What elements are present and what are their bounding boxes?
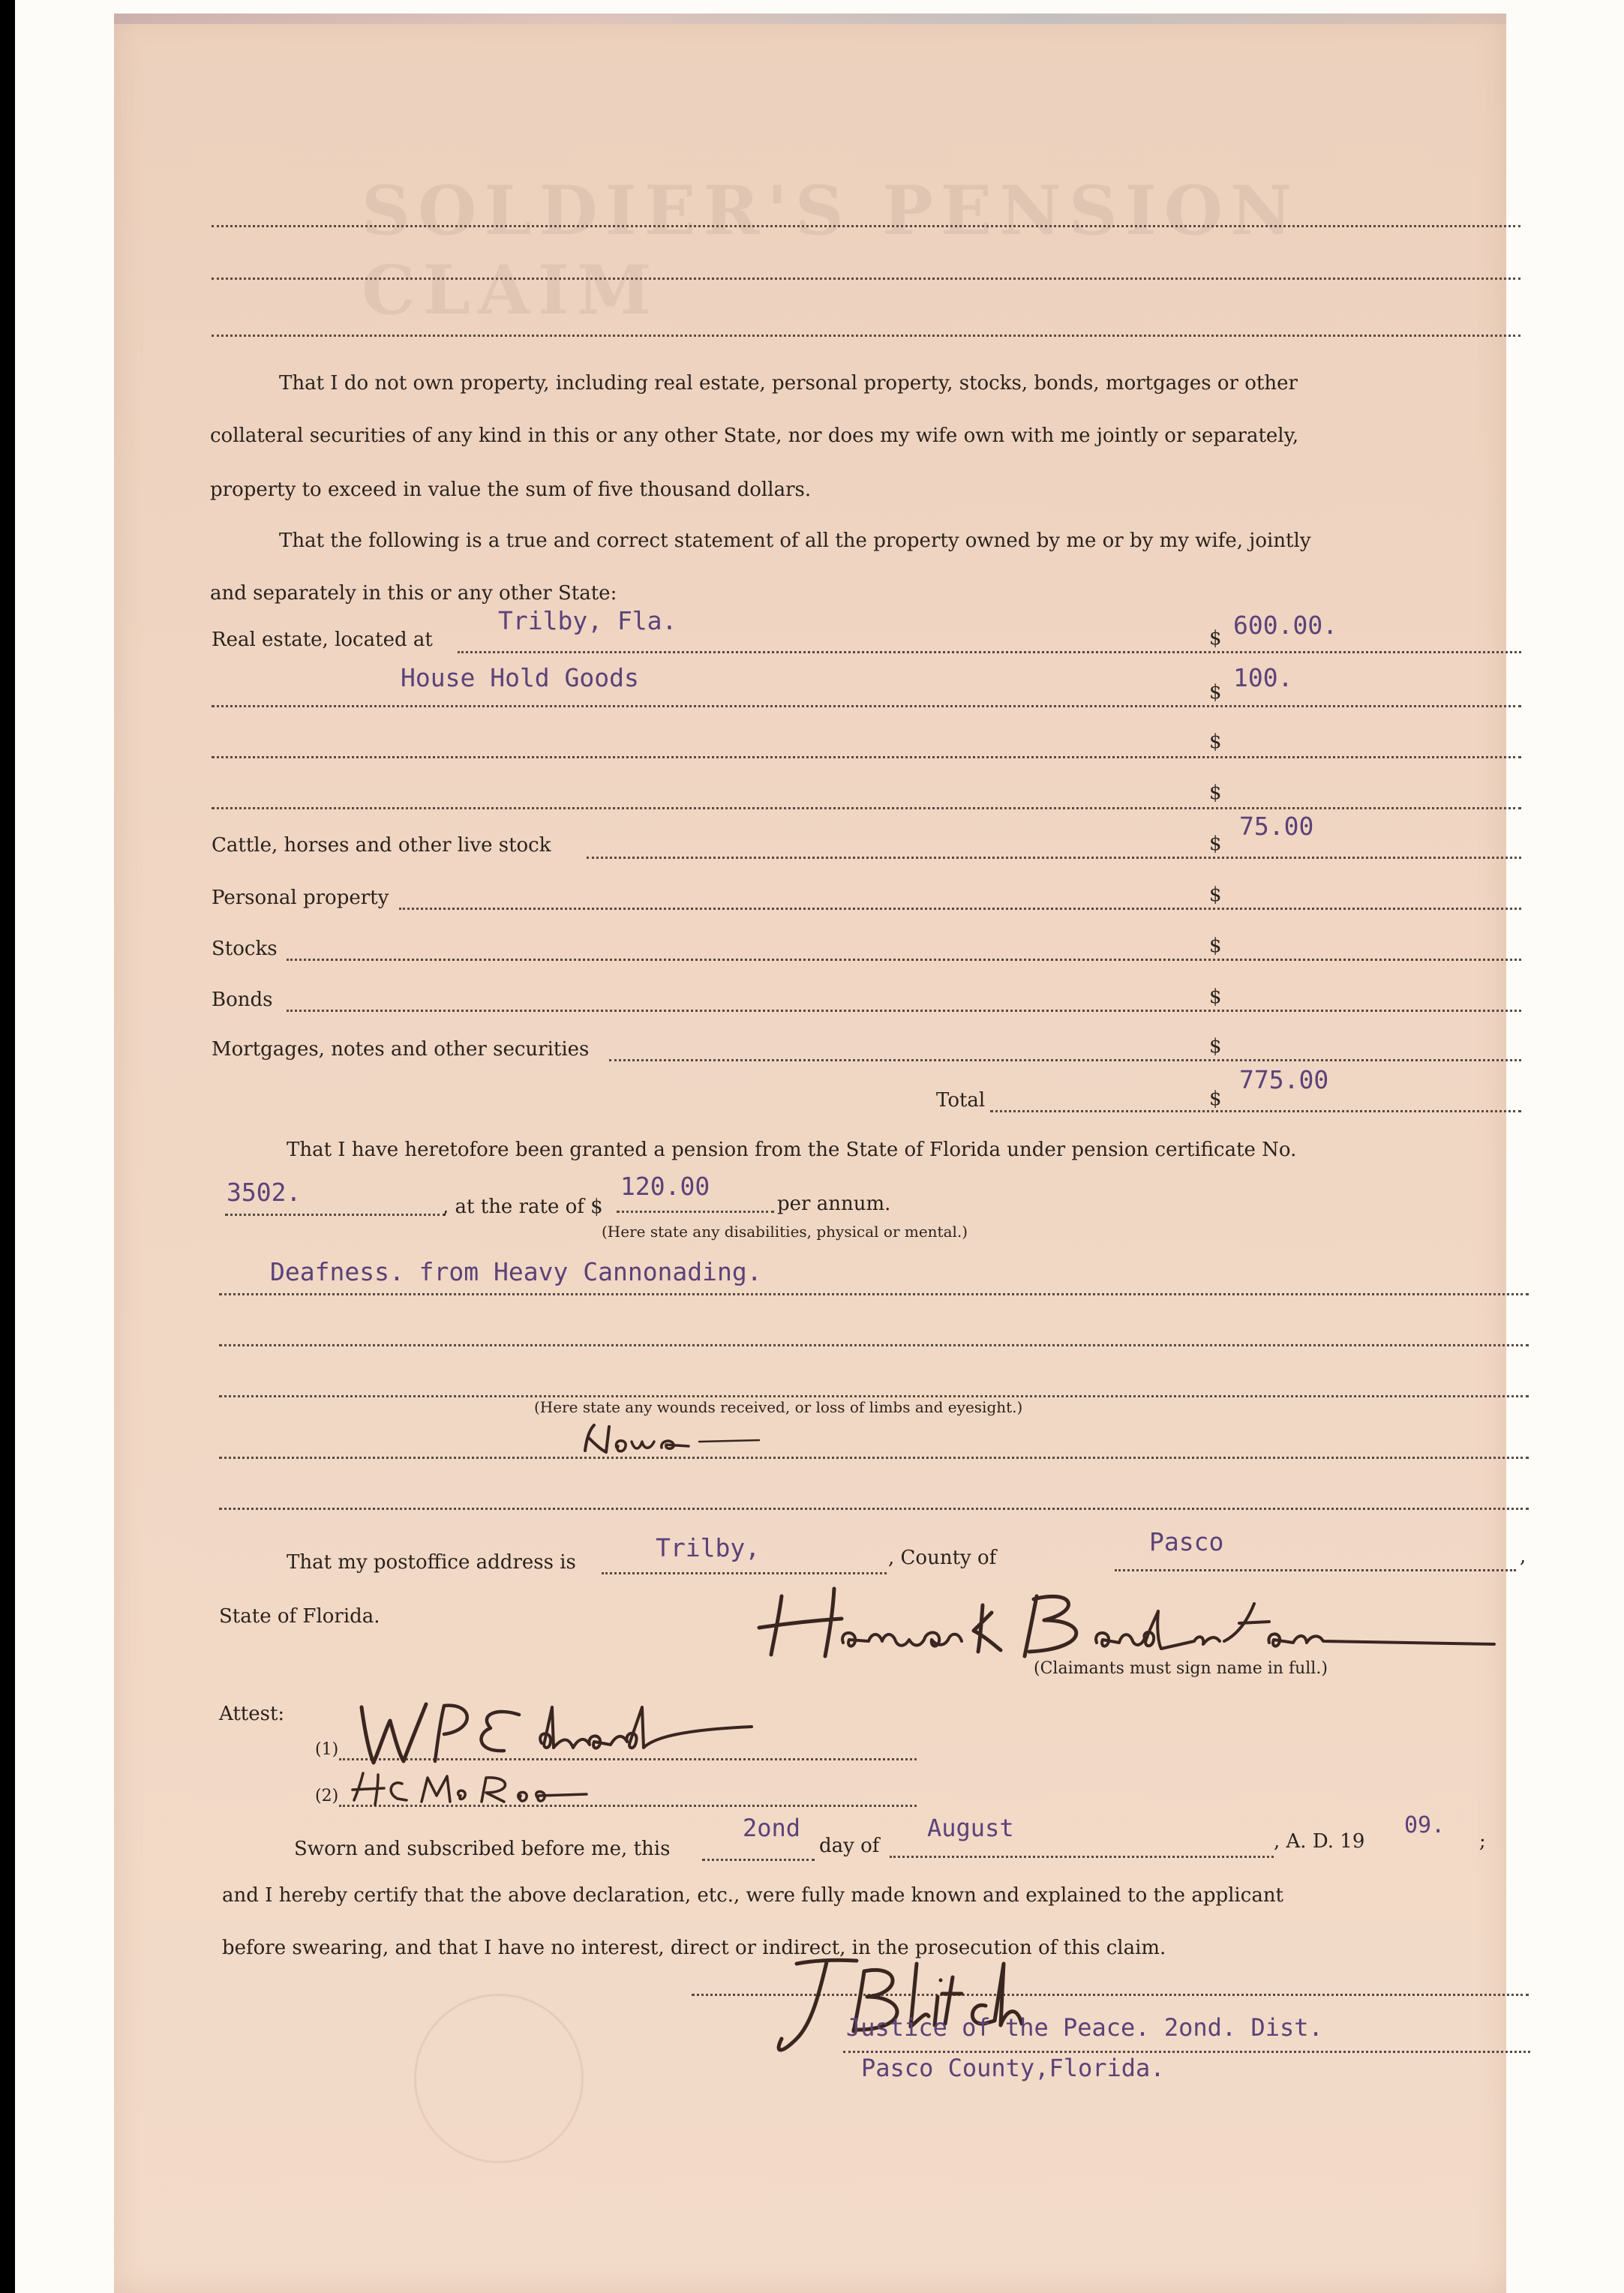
extra-item-2-dots xyxy=(212,756,1521,758)
address-county: Pasco xyxy=(1149,1527,1224,1556)
pension-rate-value: 120.00 xyxy=(620,1172,710,1201)
official-title: Justice of the Peace. 2ond. Dist. xyxy=(846,2013,1323,2042)
witness-1-marker: (1) xyxy=(315,1740,339,1759)
attest-label: Attest: xyxy=(219,1703,285,1725)
sworn-day-dots xyxy=(702,1859,815,1861)
disabilities-line-2 xyxy=(219,1344,1529,1346)
bonds-label: Bonds xyxy=(212,989,273,1011)
statement-intro-line-1: That the following is a true and correct statement of all the property owned by me or by my wife, jointly xyxy=(279,530,1311,552)
total-dots xyxy=(990,1110,1521,1112)
official-county: Pasco County,Florida. xyxy=(861,2054,1165,2082)
address-end-comma: , xyxy=(1520,1545,1526,1568)
personal-property-dots xyxy=(399,908,1521,910)
certification-line-2: before swearing, and that I have no interest, direct or indirect, in the prosecution of this claim. xyxy=(222,1937,1166,1959)
embossed-seal xyxy=(414,1994,584,2163)
address-postoffice: Trilby, xyxy=(656,1533,761,1562)
pension-rate-dots xyxy=(617,1211,774,1213)
certification-line-1: and I hereby certify that the above declaration, etc., were fully made known and explained to the applicant xyxy=(222,1884,1284,1907)
bleed-through-heading: SOLDIER'S PENSION CLAIM xyxy=(362,171,1300,330)
claimant-signature xyxy=(744,1574,1532,1664)
wounds-handwritten-none xyxy=(572,1416,767,1469)
disabilities-text: Deafness. from Heavy Cannonading. xyxy=(270,1257,762,1286)
real-estate-value: 600.00. xyxy=(1233,611,1338,640)
stocks-dollar-sign: $ xyxy=(1209,935,1222,957)
official-title-dots xyxy=(843,2051,1530,2053)
livestock-dollar-sign: $ xyxy=(1209,833,1222,855)
mortgages-label: Mortgages, notes and other securities xyxy=(212,1038,590,1061)
real-estate-dollar-sign: $ xyxy=(1209,627,1222,650)
sworn-day: 2ond xyxy=(743,1814,801,1842)
sworn-end: ; xyxy=(1479,1830,1486,1853)
address-county-dots xyxy=(1115,1569,1516,1571)
pension-granted-text: That I have heretofore been granted a pension from the State of Florida under pension certificate No. xyxy=(287,1139,1297,1161)
extra-item-3-dots xyxy=(212,807,1521,809)
personal-property-label: Personal property xyxy=(212,887,389,909)
stocks-dots xyxy=(287,959,1521,961)
total-dollar-sign: $ xyxy=(1209,1088,1222,1110)
extra-item-2-dollar-sign: $ xyxy=(1209,731,1222,753)
claimant-sign-instruction: (Claimants must sign name in full.) xyxy=(1034,1659,1328,1678)
extra-item-1-dots xyxy=(212,705,1521,707)
pension-claim-page xyxy=(114,14,1526,2293)
total-value: 775.00 xyxy=(1239,1065,1329,1094)
mortgages-dollar-sign: $ xyxy=(1209,1035,1222,1058)
disabilities-line-1 xyxy=(219,1293,1529,1295)
sworn-month-dots xyxy=(890,1856,1274,1858)
sworn-month: August xyxy=(927,1814,1014,1842)
blank-line-1 xyxy=(212,225,1520,227)
address-state: State of Florida. xyxy=(219,1605,380,1628)
wounds-instruction: (Here state any wounds received, or loss of limbs and eyesight.) xyxy=(534,1398,1023,1416)
witness-2-marker: (2) xyxy=(315,1787,339,1805)
blank-line-3 xyxy=(212,335,1520,337)
extra-item-1-description: House Hold Goods xyxy=(401,663,639,692)
bonds-dollar-sign: $ xyxy=(1209,986,1222,1008)
pension-certificate-dots xyxy=(225,1214,446,1216)
blank-line-2 xyxy=(212,278,1520,280)
page-top-edge xyxy=(114,14,1506,24)
disabilities-instruction: (Here state any disabilities, physical or mental.) xyxy=(602,1223,968,1241)
pension-rate-prefix: , at the rate of $ xyxy=(443,1196,603,1218)
real-estate-location: Trilby, Fla. xyxy=(498,606,677,635)
real-estate-label: Real estate, located at xyxy=(212,629,433,651)
mortgages-dots xyxy=(609,1059,1521,1061)
wounds-line-1 xyxy=(219,1457,1529,1459)
property-statement-line-2: collateral securities of any kind in this or any other State, nor does my wife own with me jointly or separately, xyxy=(210,425,1299,447)
total-label: Total xyxy=(936,1089,986,1112)
witness-2-signature xyxy=(339,1763,684,1815)
official-signature xyxy=(707,1934,1127,2069)
sworn-day-of: day of xyxy=(819,1835,880,1857)
address-county-label: , County of xyxy=(888,1547,997,1569)
pension-certificate-number: 3502. xyxy=(227,1178,302,1207)
livestock-value: 75.00 xyxy=(1239,812,1314,841)
extra-item-1-value: 100. xyxy=(1233,663,1293,692)
extra-item-1-dollar-sign: $ xyxy=(1209,681,1222,704)
property-statement-line-3: property to exceed in value the sum of five thousand dollars. xyxy=(210,479,812,501)
witness-1-signature xyxy=(332,1685,812,1775)
personal-property-dollar-sign: $ xyxy=(1209,884,1222,906)
pension-rate-suffix: per annum. xyxy=(777,1193,891,1215)
bonds-dots xyxy=(287,1010,1521,1012)
sworn-prefix: Sworn and subscribed before me, this xyxy=(294,1838,671,1860)
livestock-dots xyxy=(587,857,1521,859)
scan-left-edge xyxy=(0,0,15,2293)
wounds-line-2 xyxy=(219,1508,1529,1510)
disabilities-line-3 xyxy=(219,1395,1529,1397)
real-estate-dots xyxy=(458,651,1521,653)
address-prefix: That my postoffice address is xyxy=(287,1551,576,1574)
statement-intro-line-2: and separately in this or any other State: xyxy=(210,582,617,605)
livestock-label: Cattle, horses and other live stock xyxy=(212,834,551,857)
sworn-year-suffix: 09. xyxy=(1404,1812,1445,1838)
stocks-label: Stocks xyxy=(212,938,278,960)
extra-item-3-dollar-sign: $ xyxy=(1209,782,1222,804)
sworn-ad: , A. D. 19 xyxy=(1274,1830,1365,1853)
property-statement-line-1: That I do not own property, including real estate, personal property, stocks, bonds, mortgages or other xyxy=(279,372,1298,395)
